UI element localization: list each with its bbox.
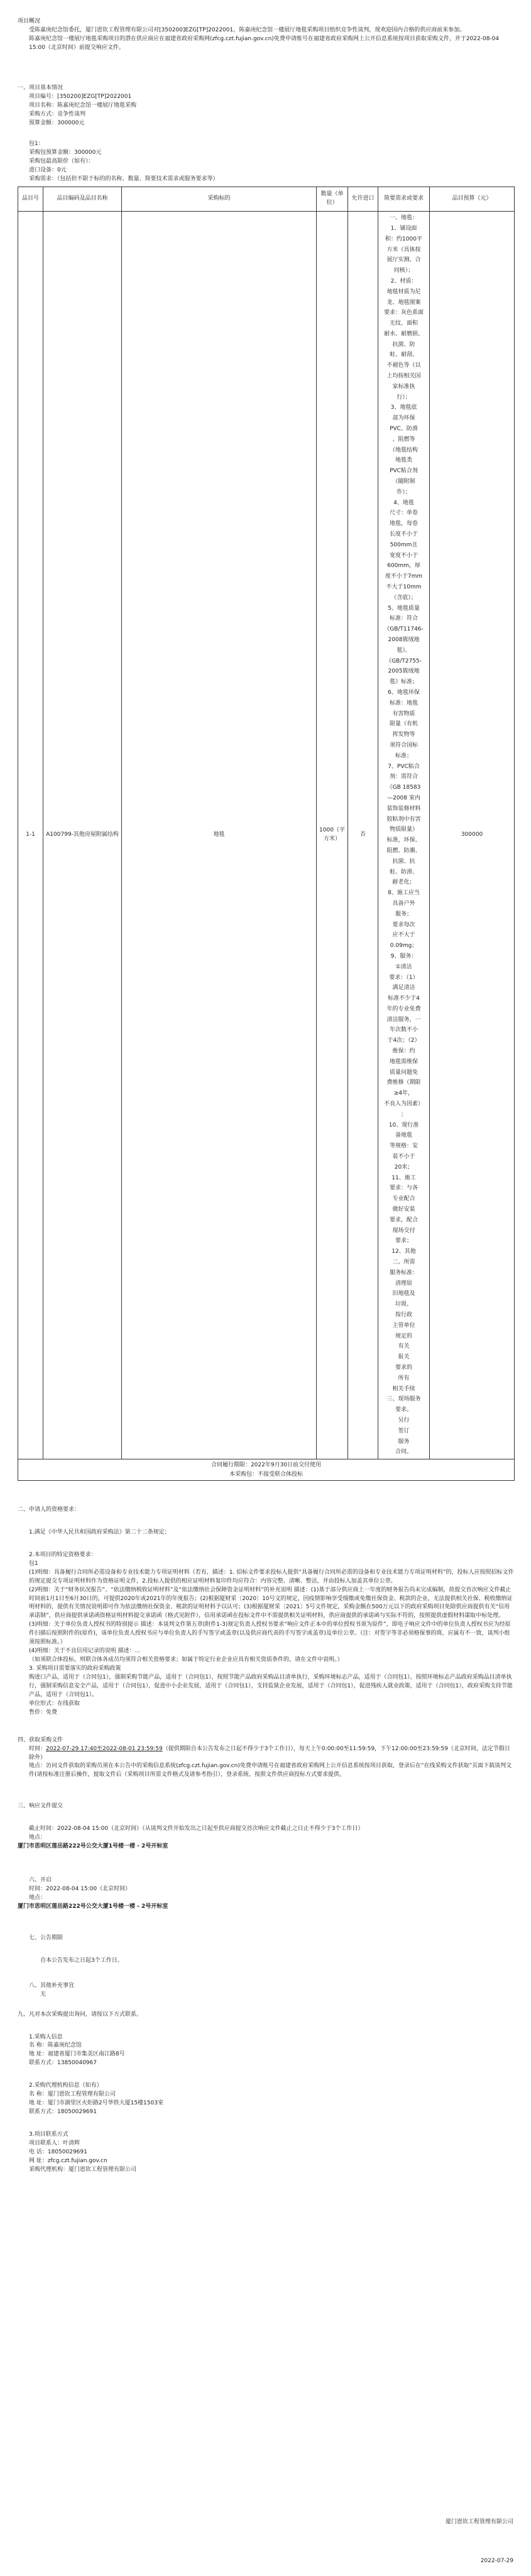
- requirement-line: 应不大于: [392, 932, 415, 939]
- requirement-line: 等规格：安: [389, 1143, 418, 1150]
- requirement-line: 同核）；: [393, 268, 414, 274]
- item-target: 地毯: [122, 212, 317, 1459]
- submit-section: [18, 1802, 514, 1851]
- qual-p5: （如须联合体投标，则联合体各成员均须符合相关资格要求；如属于特定行业企业应具有相关资质条件的，请在文件中说明。）: [29, 1657, 343, 1664]
- requirement-line: 尺寸：单卷: [389, 510, 418, 517]
- requirement-line: 行）；: [397, 394, 411, 401]
- requirement-line: 剂：需符合: [389, 774, 418, 781]
- announcement: [18, 18, 514, 2175]
- requirement-line: —2008 室内: [387, 794, 420, 801]
- col-header: 品目编码及品目名称: [43, 187, 122, 212]
- requirement-line: 于4次；（2）: [387, 1037, 420, 1044]
- opening-section: [18, 1876, 514, 1912]
- qual-p3: (3)明细：关于单位负责人授权书的特别提示 描述：本谈判文件第五章(附件1-3)规定负责人授权书要求“响应文件正本中的单位授权书须为原件”，即电子响应文件中的单位负责人授权书应为经原件扫描后按照附件的(原件)，该单位负责人授权书应与单位负责人的手写签字或盖章(以及供应商代表的手写签字或盖章)及单位公章。（注：对签字等非必须格保事的将，应属有不一致，谈判小组须按照标准。）: [29, 1621, 511, 1646]
- opening-place: 厦门市思明区莲岳路222号公交大厦1号楼一楼 - 2号开标室: [18, 1903, 168, 1910]
- budget-amount: 预算金额：300000元: [29, 119, 85, 126]
- requirement-line: 主管单位: [392, 1322, 415, 1329]
- buyer-addr: 地 址：福建省厦门市集美区南江路8号: [29, 2051, 125, 2058]
- requirement-line: 方米（具体按: [386, 246, 421, 253]
- requirement-line: 专业配合: [392, 1196, 415, 1203]
- requirement-line: 宽度不小于: [389, 552, 418, 559]
- requirement-line: 有关: [398, 1343, 410, 1350]
- qual-package: 包1: [29, 1560, 38, 1567]
- requirement-line: 600mm，厚: [387, 563, 420, 570]
- item-qty: 1000（平方米）: [317, 212, 348, 1459]
- requirement-line: 限量（有机: [389, 721, 418, 728]
- requirement-line: 另行: [398, 1417, 410, 1424]
- requirement-line: 相关手续: [392, 1385, 415, 1392]
- agent-tel: 联系方式：18050029691: [29, 2109, 97, 2116]
- requirement-line: 有害物质: [392, 710, 415, 717]
- overview-acquire: 陈嘉庚纪念馆一楼展厅地毯采购项目的潜在供应商应在福建省政府采购网(zfcg.czt.fujian.gov.cn)免费申请账号在福建省政府采购网上公开信息系统按项目获取采购文件，并于2022-08-04 15:00（北京时间）前提交响应文件。: [29, 35, 500, 51]
- project-name: 项目名称：陈嘉庚纪念馆一楼展厅地毯采购: [29, 102, 137, 109]
- requirement-line: 质量问题免: [389, 1069, 418, 1076]
- requirement-line: 标准，环保、: [386, 837, 421, 844]
- proj-tel: 电 话：18050029691: [29, 2148, 87, 2155]
- proj-head: 3.项目联系方式: [29, 2131, 68, 2138]
- project-no: 项目编号：[350200]EZG[TP]2022001: [29, 93, 132, 100]
- requirement-line: 8、施工应当: [388, 890, 420, 897]
- qual-p1: (1)明细：具备履行合同所必需设备和专业技术能力专项证明材料（若有，描述：1. 招标文件要求投标人提供“具备履行合同所必需的设备和专业技术能力专项证明材料”的，投标人应按照招标文件的规定提交专项证明材料作为资格证明文件，2.投标人提供的相应证明材料复印件均应符合：内容完整、清晰、整洁，并由投标人加盖其单位公章。: [29, 1569, 514, 1584]
- requirement-line: 长度不小于: [389, 531, 418, 538]
- requirement-line: 装饰装修材料: [386, 805, 421, 812]
- requirement-line: 上均按相关国: [386, 373, 421, 380]
- requirement-line: 2、材质：: [390, 278, 417, 284]
- opening-heading: 六、开启: [29, 1877, 52, 1884]
- qual-heading: 二、申请人的资格要求：: [18, 1506, 80, 1513]
- requirement-line: 蛀、防滑、: [389, 869, 418, 875]
- requirement-line: 部为环保: [392, 415, 415, 422]
- requirement-line: 要求：与各: [389, 1185, 418, 1192]
- requirement-line: 地毯需维保: [389, 1058, 418, 1065]
- col-header: 允许进口: [348, 187, 378, 212]
- requirement-line: 现场交付: [392, 1227, 415, 1234]
- requirement-line: PVC粘合剂: [390, 468, 418, 475]
- requirement-line: 标准：符合: [389, 615, 418, 622]
- requirement-line: 抗菌、防: [392, 341, 415, 348]
- requirement-line: 服务；: [395, 911, 412, 917]
- requirement-line: ；: [400, 1111, 407, 1118]
- requirement-line: 做好安装: [392, 1206, 415, 1213]
- requirement-line: 地毯材质为尼: [386, 288, 421, 295]
- requirement-line: 标准；: [395, 752, 412, 759]
- requirement-line: 备地毯: [395, 1132, 412, 1139]
- requirement-line: 胶粘剂中有害: [386, 816, 421, 823]
- submit-heading: 三、响应文件提交: [18, 1803, 63, 1810]
- requirement-line: 清理原: [395, 1280, 412, 1287]
- requirement-line: 度不小于7mm: [385, 573, 423, 580]
- qual-org-form: 单位形式：在线获取: [29, 1700, 80, 1707]
- proj-site: 网 址：zfcg.czt.fujian.gov.cn: [29, 2157, 107, 2164]
- requirement-line: 5、地毯质量: [388, 605, 420, 612]
- procurement-method: 采购方式：竞争性谈判: [29, 111, 86, 117]
- requirement-line: 要求每次: [392, 921, 415, 928]
- requirement-line: 积：约1000平: [385, 235, 422, 242]
- requirement-line: 6、地毯环保: [388, 689, 420, 696]
- requirement-line: 作）；: [397, 489, 411, 495]
- requirement-line: 地毯类: [395, 457, 412, 464]
- requirement-line: 抗菌、抗: [392, 858, 415, 865]
- requirement-line: ①清洁: [395, 963, 412, 970]
- requirement-line: 满足清洁: [392, 985, 415, 992]
- item-import: 否: [348, 212, 378, 1459]
- submit-place: 厦门市思明区莲岳路222号公交大厦1号楼一楼 - 2号开标室: [18, 1843, 168, 1850]
- requirement-line: 报关: [398, 1354, 410, 1361]
- item-budget: 300000: [430, 212, 515, 1459]
- other-section: [18, 1982, 514, 2000]
- buyer-head: 1.采购人信息: [29, 2033, 63, 2040]
- requirement-line: 蛀、耐刮、: [389, 352, 418, 359]
- table-header-row: [18, 187, 515, 212]
- requirement-line: 挥发物等: [392, 732, 415, 739]
- consortium-note: 本采购包：不接受联合体投标: [229, 1471, 303, 1478]
- requirement-line: 7、PVC粘合: [388, 763, 420, 770]
- contact-heading: 九、凡对本次采购提出询问，请按以下方式联系。: [18, 2011, 143, 2018]
- basic-info: [18, 84, 514, 184]
- requirement-line: 不大于10mm: [386, 584, 422, 591]
- requirement-line: 无纹、面积: [389, 320, 418, 327]
- package-budget: 采购包预算金额：300000元: [29, 149, 102, 156]
- requirement-line: 年次数不小: [389, 1027, 418, 1034]
- requirement-line: 阻燃、防潮、: [386, 847, 421, 854]
- item-code: A100799-其他房屋附属结构: [43, 212, 122, 1459]
- requirement-line: 一、地毯：: [389, 215, 418, 222]
- notice-body: 自本公告发布之日起3个工作日。: [40, 1957, 123, 1964]
- signature-org: 厦门恩钦工程管理有限公司: [445, 2519, 513, 2525]
- requirement-line: 不良入为因素）: [383, 1101, 424, 1108]
- requirement-line: 费维修（期限: [386, 1080, 421, 1086]
- docs-time: [18, 1745, 514, 1763]
- requirement-line: 标准：地毯: [389, 700, 418, 706]
- notice-heading: 七、公告期限: [29, 1934, 63, 1941]
- col-header: 品目预算（元）: [430, 187, 515, 212]
- requirement-line: 按行政: [395, 1312, 412, 1318]
- requirement-line: 服务: [398, 1438, 410, 1445]
- requirement-line: 旧地毯及: [392, 1291, 415, 1297]
- requirement-line: 500mm且: [390, 541, 418, 548]
- requirement-line: 物质限量》: [389, 826, 418, 833]
- agent-head: 2.采购代理机构信息（如有）: [29, 2082, 102, 2089]
- requirement-line: 3、地毯底: [390, 404, 417, 411]
- overview-title: 项目概况: [18, 18, 41, 24]
- item-no: 1-1: [18, 212, 43, 1459]
- requirement-line: 2005簇绒地: [388, 668, 420, 675]
- table-foot-row: [18, 1459, 515, 1481]
- requirement-line: 所有: [398, 1375, 410, 1382]
- docs-heading: 四、获取采购文件: [18, 1736, 63, 1743]
- docs-time-rest: （提供期限自本公告发布之日起不得少于3个工作日），每天上午0:00:00至11:59:59，下午12:00:00至23:59:59（北京时间，法定节假日除外）: [29, 1745, 510, 1761]
- docs-time-link[interactable]: 2022-07-29 17:40至2022-08-01 23:59:59: [46, 1745, 163, 1752]
- requirement-line: 年的专业免费: [386, 1005, 421, 1012]
- col-header: 简要需求或要求: [378, 187, 430, 212]
- qualification-section: [18, 1506, 514, 1718]
- notice-section: [18, 1934, 514, 1966]
- requirement-line: 9、服务：: [390, 953, 417, 960]
- proj-org: 采购代理机构：厦门恩钦工程管理有限公司: [29, 2166, 137, 2173]
- requirement-line: 标准不少于4: [388, 995, 420, 1002]
- package-label: 包1：: [29, 141, 44, 148]
- requirement-line: 维保：约: [392, 1048, 415, 1055]
- requirement-line: 1、铺设面: [390, 225, 417, 232]
- requirement-line: 要求，配合: [389, 1216, 418, 1223]
- requirement-line: 《GB/T11746-: [384, 626, 424, 633]
- requirement-line: 龙、地毯图案: [386, 299, 421, 306]
- requirement-line: 要求的: [395, 1364, 412, 1371]
- requirement-line: 要求。: [395, 1407, 412, 1414]
- col-header: 采购标的: [122, 187, 317, 212]
- proj-person: 项目联系人：叶清辉: [29, 2140, 80, 2146]
- requirement-line: 4、地毯: [393, 499, 414, 506]
- docs-time-label: 时间：: [29, 1745, 47, 1752]
- requirement-line: 装不小于: [392, 1154, 415, 1161]
- requirement-line: 《GB 18583: [386, 784, 421, 791]
- requirement-line: 《GB/T2755-: [386, 658, 422, 664]
- requirements-table: [18, 187, 515, 1481]
- requirement-line: （含底）；: [391, 594, 417, 601]
- qual-item3-head: 3. 采购项目需要落实的政府采购政策: [29, 1665, 121, 1672]
- requirement-line: 垃圾、: [395, 1301, 412, 1308]
- qual-fee: 售价：免费: [29, 1709, 58, 1716]
- requirement-line: 家标准执: [392, 383, 415, 390]
- requirement-line: 0.09mg；: [390, 943, 418, 950]
- requirement-line: 地毯，每卷: [389, 521, 418, 528]
- requirement-line: 规定的: [395, 1333, 412, 1339]
- requirement-line: 不褪色等（以: [386, 362, 421, 369]
- requirement-line: 10、现行准: [388, 1122, 419, 1128]
- col-header: 品目号: [18, 187, 43, 212]
- col-header: 数量（单位）: [317, 187, 348, 212]
- table-row: [18, 212, 515, 1459]
- requirement-line: 二、所需: [392, 1259, 415, 1266]
- requirement-line: 要求：（1）: [389, 974, 419, 981]
- requirement-line: 12、其他: [391, 1248, 416, 1255]
- requirement-line: 签订: [398, 1427, 410, 1434]
- qual-item2-head: 2.本项目的特定资格要求：: [29, 1551, 97, 1558]
- agent-name: 名 称：厦门恩钦工程管理有限公司: [29, 2091, 116, 2098]
- contract-term: 合同履行期限：2022年9月30日前交付使用: [211, 1462, 322, 1469]
- qual-item1: 1.满足《中华人民共和国政府采购法》第二十二条规定；: [29, 1529, 170, 1535]
- requirement-line: 三、现场服务: [386, 1396, 421, 1403]
- requirement-line: 2008簇绒地: [388, 637, 420, 643]
- requirement-line: ≥4年，: [393, 1090, 414, 1097]
- other-body: 无: [40, 1991, 47, 1998]
- overview-intro: 受陈嘉庚纪念馆委托，厦门恩钦工程管理有限公司对[350200]EZG[TP]2022001，陈嘉庚纪念馆一楼展厅地毯采购项目组织竞争性谈判，现欢迎国内合格的供应商前来参加。: [29, 26, 466, 33]
- opening-place-label: 地点：: [29, 1894, 47, 1901]
- requirement-line: 20米；: [394, 1164, 413, 1171]
- requirement-line: 、阻燃等: [392, 436, 415, 443]
- opening-time: 时间：2022-08-04 15:00（北京时间）: [29, 1886, 131, 1892]
- basic-heading: 一、项目基本情况: [18, 84, 63, 91]
- requirement-line: （地毯结构: [389, 446, 418, 453]
- import-equipment: 进口设备：0元: [29, 167, 67, 174]
- item-requirements: [378, 212, 430, 1459]
- buyer-name: 名 称：陈嘉庚纪念馆: [29, 2042, 82, 2049]
- qual-item3-body: 购进口产品，适用于（合同包1），强制采购节能产品，适用于（合同包1），按照节能产品政府采购品目清单执行，采购环境标志产品，适用于（合同包1），按照环境标志产品政府采购品目清单执行，强制采购信息安全产品，适用于（合同包1），促进中小企业发展，适用于（合同包1），支持监狱企业发展，适用于（合同包1），促进残疾人就业政策，适用于（合同包1），政府采购支持节能产品，适用于（合同包1）。: [29, 1674, 513, 1698]
- signature-date: 2022-07-29: [480, 2558, 513, 2564]
- requirement-line: 耐水、耐磨损、: [383, 330, 424, 337]
- submit-deadline: 截止时间：2022-08-04 15:00（北京时间）（从谈判文件开始发出之日起至供应商提交首次响应文件截止之日止不得少于3个工作日）: [29, 1826, 364, 1832]
- requirement-line: 具备户外: [392, 900, 415, 907]
- requirement-line: 毯》标准；: [389, 679, 418, 686]
- requirement-line: 耐老化；: [392, 879, 415, 886]
- requirement-line: 要求：灰色系面: [383, 310, 424, 317]
- agent-addr: 地 址：厦门市湖里区火炬路2号华铁大厦15楼1503室: [29, 2100, 163, 2107]
- buyer-tel: 联系方式：13850040967: [29, 2060, 97, 2067]
- docs-section: [18, 1736, 514, 1780]
- requirement-line: 合同。: [395, 1449, 412, 1456]
- package-max-price: 采购包最高限价（如有）：: [29, 158, 94, 165]
- requirement-line: 11、施工: [391, 1174, 416, 1181]
- requirement-line: 展厅实测、合: [386, 257, 421, 264]
- requirement-line: PVC、防滑: [390, 426, 418, 433]
- requirement-line: 须符合国标: [389, 742, 418, 749]
- qual-p2: (2)明细：关于“财务状况报告”、“依法缴纳税收证明材料”及“依法缴纳社会保障资金证明材料”的补充说明 描述：(1)基于部分供应商上一年度的财务报告尚未完成编制，故提交首次响应文件截止时间前1月1日至6月30日的，可提供2020年或2021年的年度报告；(2)根据厦财采〔2020〕10号文的规定，因疫情影响享受缓缴或免缴社保资金、税款的企业，无法提供相关社保、税收缴纳证明材料的，提供有关情况说明即可作为依法缴纳社保资金、税款的证明材料予以认可；(3)根据厦财采〔2021〕5号文件规定，采购金额在500万元以下的政府采购项目免除供应商提供有关“信用承诺制”，供应商提供承诺函资格证明材料提交承诺函（格式见附件），信用承诺函在投标文件中不需提供相关证明材料，供应商提供的承诺函与实际不符的，按照提供虚假材料谋取中标处理。: [29, 1586, 513, 1620]
- other-heading: 八、其他补充事宜: [29, 1982, 75, 1989]
- qual-p4: (4)明细：关于不良信用记录的说明 描述：...: [29, 1648, 141, 1655]
- submit-place-label: 地点：: [29, 1834, 47, 1841]
- requirement-line: 要求；: [395, 1238, 412, 1245]
- requirement-line: （随附制: [392, 479, 415, 485]
- requirement-line: 清洁服务，一: [386, 1016, 421, 1023]
- requirement-line: 服务标准：: [389, 1269, 418, 1276]
- contact-section: [18, 2011, 514, 2175]
- docs-place: 地点：访问文件获取的采购员须在本公告中的采购信息系统(zfcg.czt.fujian.gov.cn)免费申请账号在福建省政府采购网上公开信息系统按项目获取，登录后在“在线采购文件获取”页面下载谈判文件(请按标准注册后操作，提取文件后（采购项目所需文件格式及请参考指引），登录系统、按照文件供应商投标方式要求提供。: [29, 1763, 512, 1778]
- requirement-line: 采购需求：（包括但不限于标的的名称、数量、简要技术需求或服务要求等）: [29, 176, 219, 183]
- requirement-line: 毯》、: [397, 647, 411, 654]
